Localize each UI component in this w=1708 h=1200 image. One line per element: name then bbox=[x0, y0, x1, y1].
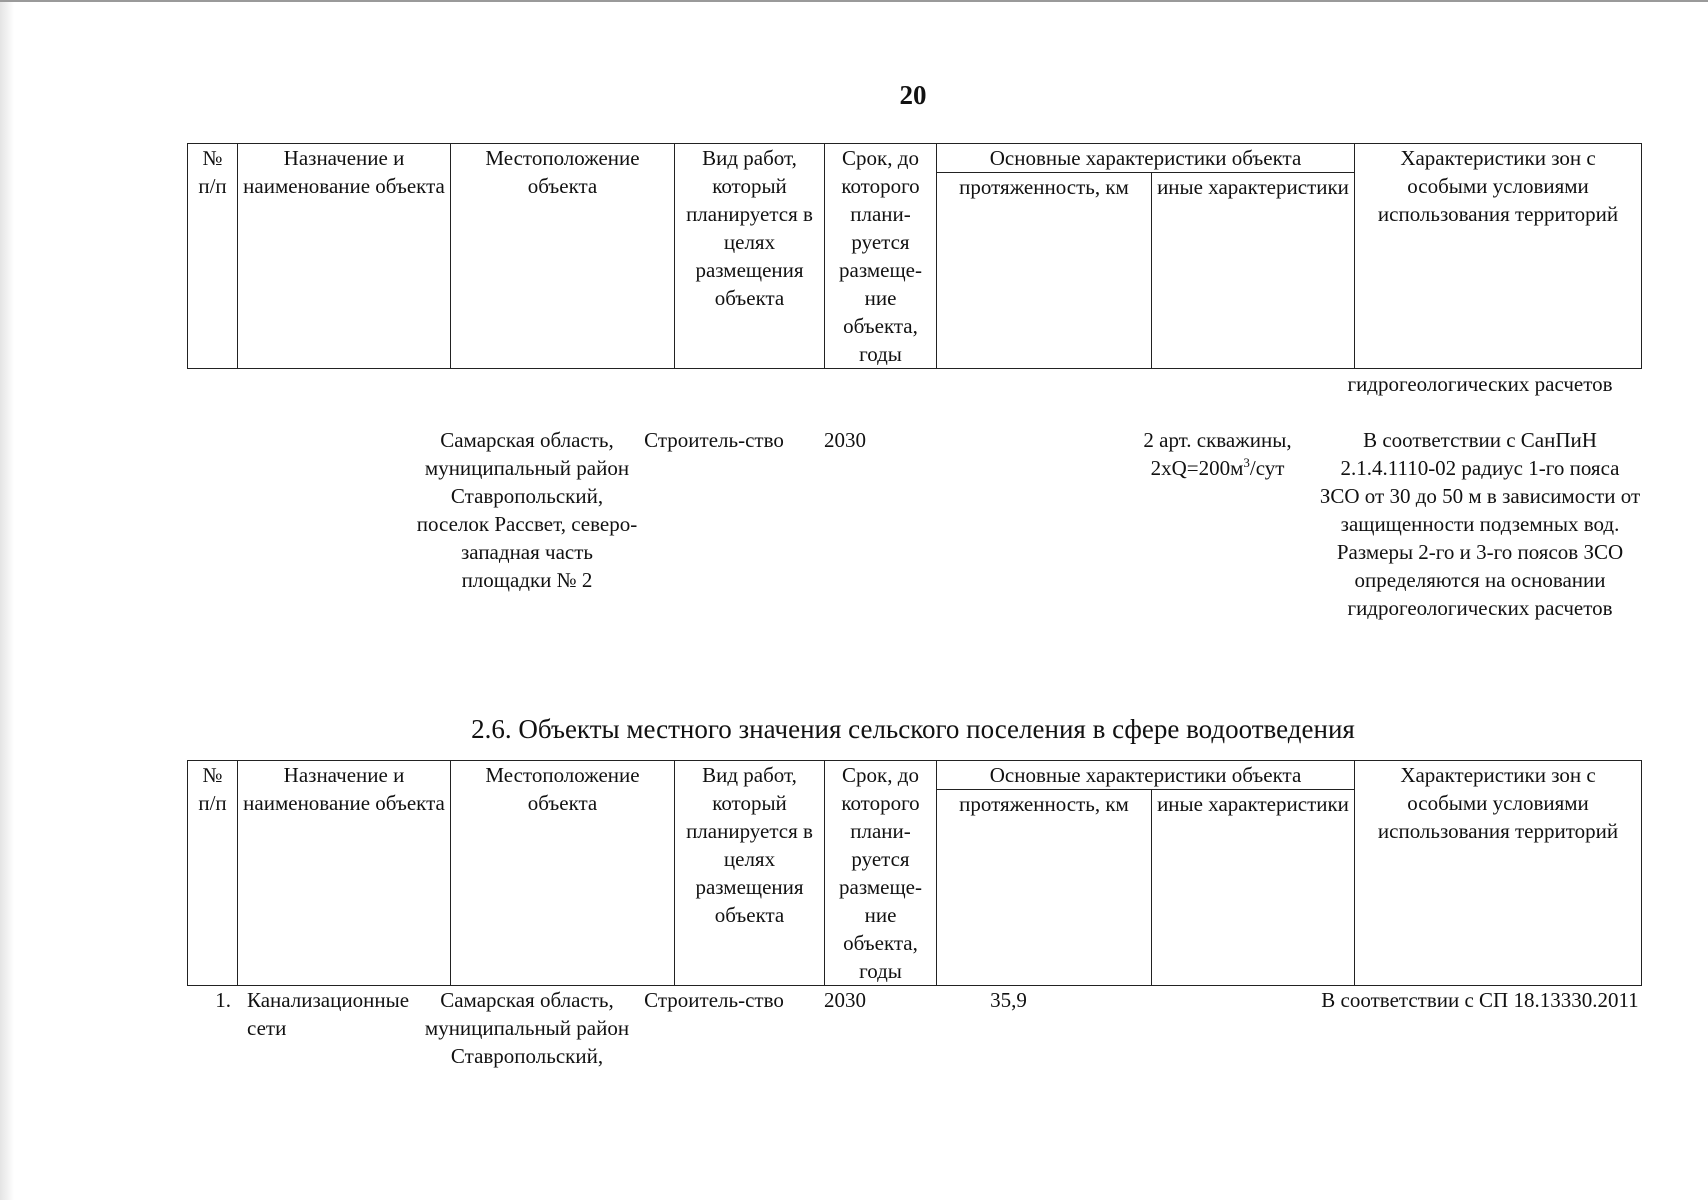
header-location: Местоположение объекта bbox=[451, 761, 675, 986]
row1-length: 35,9 bbox=[990, 988, 1027, 1012]
row1-num: 1. bbox=[215, 988, 231, 1012]
table-header-2 bbox=[187, 760, 1642, 986]
header-work-type: Вид работ, который планируется в целях размещения объекта bbox=[675, 761, 825, 986]
cont-location: Самарская область, муниципальный район Ставропольский, поселок Рассвет, северо-западная часть площадки № 2 bbox=[416, 428, 638, 592]
top-rule bbox=[0, 0, 1708, 2]
header-length: протяженность, км bbox=[937, 790, 1152, 986]
row1-location: Самарская область, муниципальный район Ставропольский, bbox=[424, 988, 630, 1068]
row1-zones: В соответствии с СП 18.13330.2011 bbox=[1321, 988, 1639, 1012]
header-deadline: Срок, до которого плани-руется размеще-ние объекта, годы bbox=[825, 144, 937, 369]
header-deadline: Срок, до которого плани-руется размеще-ние объекта, годы bbox=[825, 761, 937, 986]
zones-tail: гидрогеологических расчетов bbox=[1347, 372, 1613, 396]
header-main-characteristics: Основные характеристики объекта bbox=[937, 761, 1355, 790]
cont-other bbox=[1116, 426, 1319, 482]
header-location: Местоположение объекта bbox=[451, 144, 675, 369]
header-num: № п/п bbox=[188, 144, 238, 369]
header-name: Назначение и наименование объекта bbox=[238, 761, 451, 986]
row1-name: Канализационные сети bbox=[247, 988, 410, 1040]
cont-other-sup: 3 bbox=[1243, 455, 1250, 470]
row1-work-type: Строитель-ство bbox=[644, 988, 784, 1012]
header-zones: Характеристики зон с особыми условиями использования территорий bbox=[1355, 144, 1642, 369]
cont-work-type: Строитель-ство bbox=[644, 428, 784, 452]
scan-edge bbox=[0, 0, 14, 1200]
header-length: протяженность, км bbox=[937, 173, 1152, 369]
header-num: № п/п bbox=[188, 761, 238, 986]
cont-zones: В соответствии с СанПиН 2.1.4.1110-02 радиус 1-го пояса ЗСО от 30 до 50 м в зависимости от защищенности подземных вод. Размеры 2-го и 3-го поясов ЗСО определяются на основании гидрогеологических расчетов bbox=[1319, 428, 1641, 620]
header-main-characteristics: Основные характеристики объекта bbox=[937, 144, 1355, 173]
header-zones: Характеристики зон с особыми условиями использования территорий bbox=[1355, 761, 1642, 986]
header-work-type: Вид работ, который планируется в целях размещения объекта bbox=[675, 144, 825, 369]
header-other: иные характеристики bbox=[1152, 173, 1355, 369]
page-number: 20 bbox=[899, 80, 927, 110]
section-title: 2.6. Объекты местного значения сельского поселения в сфере водоотведения bbox=[471, 714, 1355, 744]
row1-year: 2030 bbox=[824, 988, 866, 1012]
header-name: Назначение и наименование объекта bbox=[238, 144, 451, 369]
cont-year: 2030 bbox=[824, 428, 866, 452]
cont-other-suffix: /сут bbox=[1249, 456, 1285, 480]
table-header-1 bbox=[187, 143, 1642, 369]
header-other: иные характеристики bbox=[1152, 790, 1355, 986]
cont-other-prefix: 2 арт. скважины, 2хQ=200м bbox=[1143, 428, 1292, 480]
